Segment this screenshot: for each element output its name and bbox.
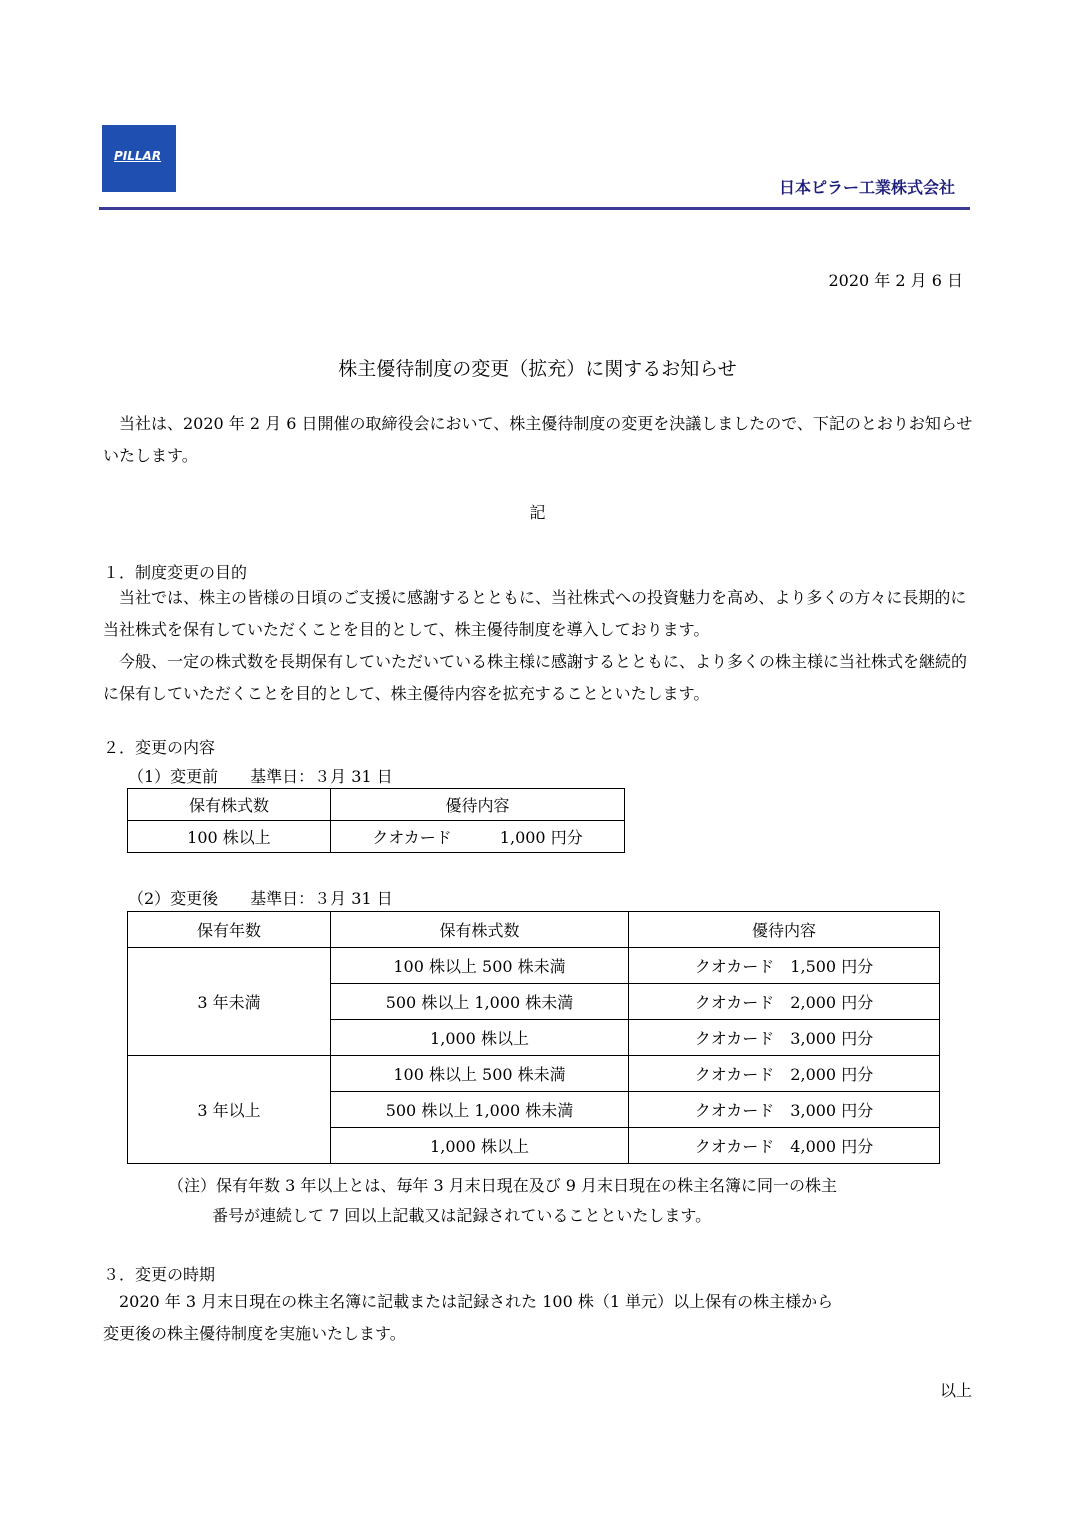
table-header-cell: 保有株式数 [331,912,629,948]
table-row [128,948,940,984]
document-date: 2020 年 2 月 6 日 [828,271,963,290]
section3-line-1: 2020 年 3 月末日現在の株主名簿に記載または記録された 100 株（1 単元）以上保有の株主様から [119,1292,834,1311]
table-header-cell: 保有株式数 [128,789,331,821]
before-label: （1）変更前 基準日：３月 31 日 [128,767,393,786]
table-header-cell: 優待内容 [629,912,940,948]
table-note [168,1171,837,1231]
after-label: （2）変更後 基準日：３月 31 日 [128,889,393,908]
pillar-logo [102,125,176,192]
table-cell: クオカード 3,000 円分 [629,1092,940,1128]
ki-marker: 記 [529,503,546,522]
table-cell: クオカード 2,000 円分 [629,1056,940,1092]
table-cell: クオカード 1,000 円分 [331,821,625,853]
table-cell: 500 株以上 1,000 株未満 [331,984,629,1020]
company-name: 日本ピラー工業株式会社 [778,178,955,197]
table-row [128,1056,940,1092]
table-cell: 500 株以上 1,000 株未満 [331,1092,629,1128]
table-cell: クオカード 1,500 円分 [629,948,940,984]
section3-line-2: 変更後の株主優待制度を実施いたします。 [103,1324,406,1343]
section2-heading: ２．変更の内容 [103,738,216,757]
table-header-cell: 優待内容 [331,789,625,821]
table-cell: 100 株以上 500 株未満 [331,1056,629,1092]
section1-paragraph-1: 当社では、株主の皆様の日頃のご支援に感謝するとともに、当社株式への投資魅力を高め、より多くの方々に長期的に当社株式を保有していただくことを目的として、株主優待制度を導入しております。 [103,588,967,639]
section3-body [103,1286,973,1350]
table-cell: クオカード 2,000 円分 [629,984,940,1020]
document-title: 株主優待制度の変更（拡充）に関するお知らせ [338,358,737,380]
note-line-2: 番号が連続して 7 回以上記載又は記録されていることといたします。 [212,1206,712,1225]
table-row [128,821,625,853]
years-cell: 3 年以上 [128,1056,331,1164]
section1-body [103,582,973,710]
header-rule [99,207,970,210]
table-header-cell: 保有年数 [128,912,331,948]
after-table [127,911,940,1164]
logo-text: PILLAR [114,149,162,163]
note-line-1: （注）保有年数 3 年以上とは、毎年 3 月末日現在及び 9 月末日現在の株主名簿に同一の株主 [168,1176,838,1195]
intro-paragraph [103,408,973,472]
before-table [127,788,625,853]
section1-heading: １．制度変更の目的 [103,563,248,582]
table-cell: 1,000 株以上 [331,1020,629,1056]
table-header-row [128,789,625,821]
table-header-row [128,912,940,948]
intro-text: 当社は、2020 年 2 月 6 日開催の取締役会において、株主優待制度の変更を決議しましたので、下記のとおりお知らせいたします。 [103,414,973,465]
table-cell: 100 株以上 500 株未満 [331,948,629,984]
section3-heading: ３．変更の時期 [103,1265,216,1284]
years-cell: 3 年未満 [128,948,331,1056]
closing-text: 以上 [939,1381,972,1400]
table-cell: 100 株以上 [128,821,331,853]
table-cell: 1,000 株以上 [331,1128,629,1164]
table-cell: クオカード 3,000 円分 [629,1020,940,1056]
table-cell: クオカード 4,000 円分 [629,1128,940,1164]
section1-paragraph-2: 今般、一定の株式数を長期保有していただいている株主様に感謝するとともに、より多くの株主様に当社株式を継続的に保有していただくことを目的として、株主優待内容を拡充することといたします。 [103,652,968,703]
